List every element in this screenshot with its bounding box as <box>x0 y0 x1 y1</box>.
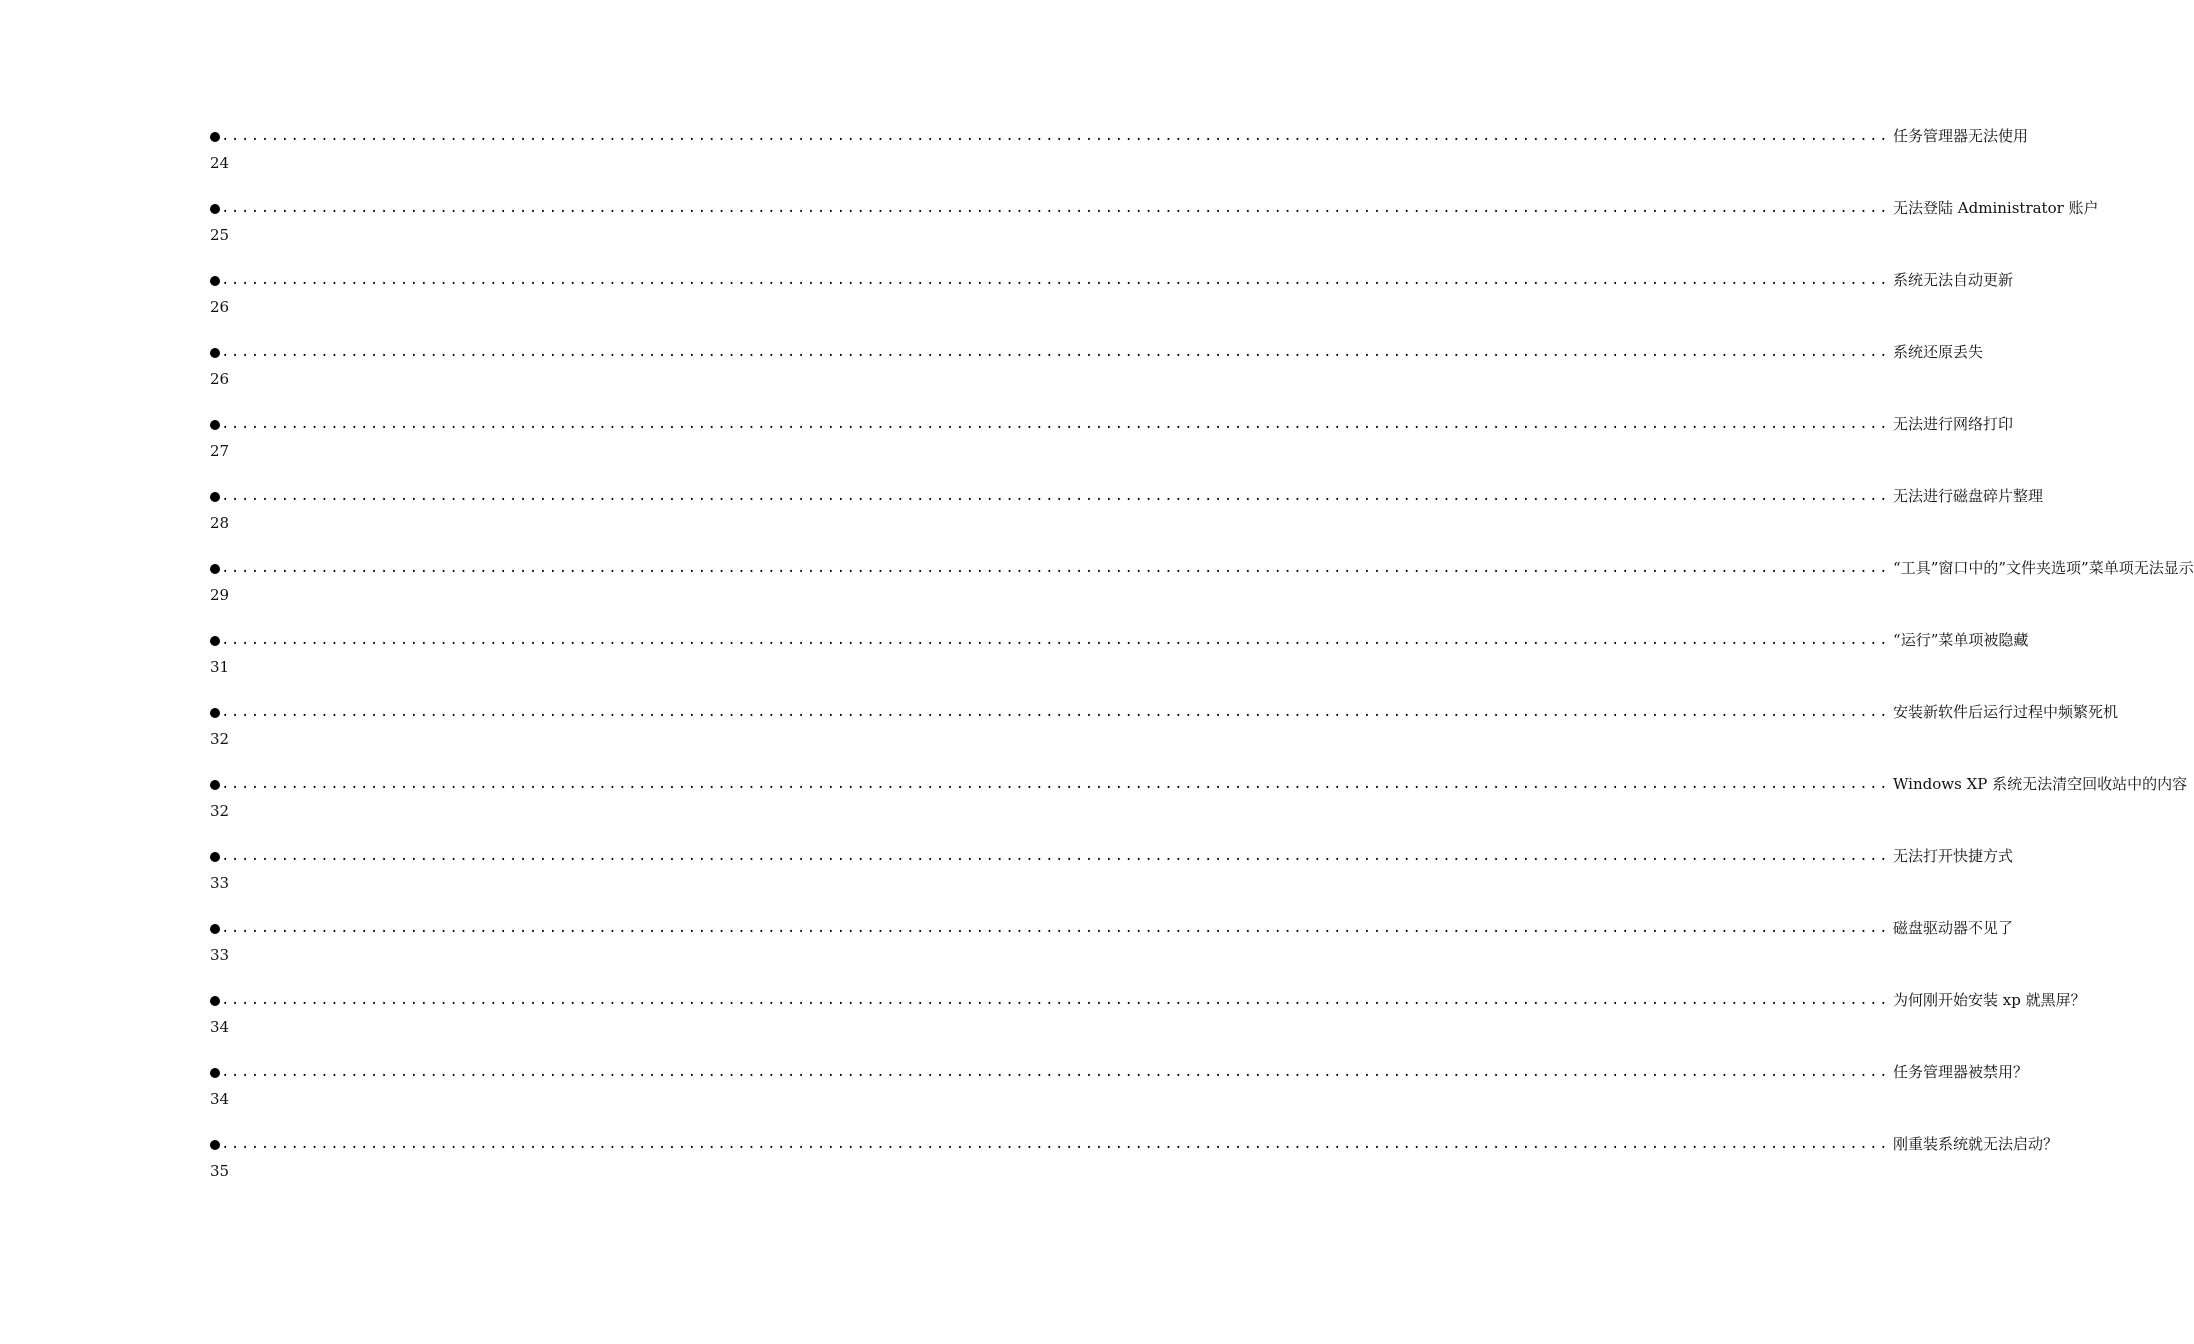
toc-line <box>210 195 2099 221</box>
bullet-icon <box>210 420 220 430</box>
entry-title: 无法进行网络打印 <box>1893 415 2014 433</box>
bullet-icon <box>210 708 220 718</box>
dot-leader: ........................................................................................................................................................................ <box>221 632 1890 648</box>
toc-entry[interactable] <box>210 987 2086 1047</box>
toc-line <box>210 915 2014 941</box>
page-number: 24 <box>210 154 230 172</box>
toc-entry[interactable] <box>210 195 2099 255</box>
dot-leader: ........................................................................................................................................................................ <box>221 848 1890 864</box>
toc-line <box>210 483 2044 509</box>
entry-title: 任务管理器被禁用？ <box>1893 1063 2029 1081</box>
toc-line <box>210 123 2029 149</box>
toc-entry[interactable] <box>210 771 2188 831</box>
toc-line <box>210 411 2014 437</box>
page-number: 32 <box>210 802 230 820</box>
bullet-icon <box>210 780 220 790</box>
toc-entry[interactable] <box>210 123 2029 183</box>
entry-title: 为何刚开始安装 xp 就黑屏？ <box>1893 991 2086 1009</box>
toc-line <box>210 1131 2059 1157</box>
toc-entry[interactable] <box>210 267 2014 327</box>
page-number: 32 <box>210 730 230 748</box>
entry-title: 安装新软件后运行过程中频繁死机 <box>1893 703 2119 721</box>
page-number: 31 <box>210 658 230 676</box>
toc-entry[interactable] <box>210 555 2194 615</box>
bullet-icon <box>210 1068 220 1078</box>
bullet-icon <box>210 636 220 646</box>
entry-title: Windows XP 系统无法清空回收站中的内容 <box>1893 775 2188 793</box>
page-number: 33 <box>210 874 230 892</box>
bullet-icon <box>210 996 220 1006</box>
bullet-icon <box>210 276 220 286</box>
toc-entry[interactable] <box>210 483 2044 543</box>
toc-line <box>210 1059 2029 1085</box>
bullet-icon <box>210 852 220 862</box>
bullet-icon <box>210 204 220 214</box>
page-number: 26 <box>210 298 230 316</box>
page-number: 35 <box>210 1162 230 1180</box>
toc-entry[interactable] <box>210 411 2014 471</box>
page-number: 27 <box>210 442 230 460</box>
toc-entry[interactable] <box>210 339 1984 399</box>
toc-line <box>210 627 2029 653</box>
dot-leader: ........................................................................................................................................................................ <box>221 1136 1890 1152</box>
dot-leader: ........................................................................................................................................................................ <box>221 560 1890 576</box>
bullet-icon <box>210 564 220 574</box>
page-number: 29 <box>210 586 230 604</box>
entry-title: 系统还原丢失 <box>1893 343 1984 361</box>
entry-title: 无法进行磁盘碎片整理 <box>1893 487 2044 505</box>
toc-entry[interactable] <box>210 699 2119 759</box>
entry-title: “运行”菜单项被隐藏 <box>1893 631 2029 649</box>
page-number: 33 <box>210 946 230 964</box>
entry-title: 无法打开快捷方式 <box>1893 847 2014 865</box>
bullet-icon <box>210 1140 220 1150</box>
bullet-icon <box>210 348 220 358</box>
page-number: 34 <box>210 1090 230 1108</box>
entry-title: 任务管理器无法使用 <box>1893 127 2029 145</box>
entry-title: 系统无法自动更新 <box>1893 271 2014 289</box>
entry-title: “工具”窗口中的”文件夹选项”菜单项无法显示 <box>1893 559 2194 577</box>
toc-line <box>210 843 2014 869</box>
entry-title: 无法登陆 Administrator 账户 <box>1893 199 2099 217</box>
dot-leader: ........................................................................................................................................................................ <box>221 920 1890 936</box>
dot-leader: ........................................................................................................................................................................ <box>221 488 1890 504</box>
toc-line <box>210 699 2119 725</box>
toc-line <box>210 339 1984 365</box>
dot-leader: ........................................................................................................................................................................ <box>221 416 1890 432</box>
entry-title: 磁盘驱动器不见了 <box>1893 919 2014 937</box>
toc-line <box>210 987 2086 1013</box>
dot-leader: ........................................................................................................................................................................ <box>221 776 1890 792</box>
toc-entry[interactable] <box>210 843 2014 903</box>
dot-leader: ........................................................................................................................................................................ <box>221 128 1890 144</box>
dot-leader: ........................................................................................................................................................................ <box>221 992 1890 1008</box>
bullet-icon <box>210 492 220 502</box>
toc-line <box>210 555 2194 581</box>
dot-leader: ........................................................................................................................................................................ <box>221 1064 1890 1080</box>
toc-line <box>210 267 2014 293</box>
toc-entry[interactable] <box>210 1059 2029 1119</box>
entry-title: 刚重装系统就无法启动？ <box>1893 1135 2059 1153</box>
bullet-icon <box>210 924 220 934</box>
page-number: 26 <box>210 370 230 388</box>
page-number: 34 <box>210 1018 230 1036</box>
bullet-icon <box>210 132 220 142</box>
toc-line <box>210 771 2188 797</box>
toc-entry[interactable] <box>210 627 2029 687</box>
dot-leader: ........................................................................................................................................................................ <box>221 344 1890 360</box>
toc-entry[interactable] <box>210 915 2014 975</box>
dot-leader: ........................................................................................................................................................................ <box>221 272 1890 288</box>
dot-leader: ........................................................................................................................................................................ <box>221 200 1890 216</box>
page-number: 25 <box>210 226 230 244</box>
page-number: 28 <box>210 514 230 532</box>
toc-entry[interactable] <box>210 1131 2059 1191</box>
dot-leader: ........................................................................................................................................................................ <box>221 704 1890 720</box>
